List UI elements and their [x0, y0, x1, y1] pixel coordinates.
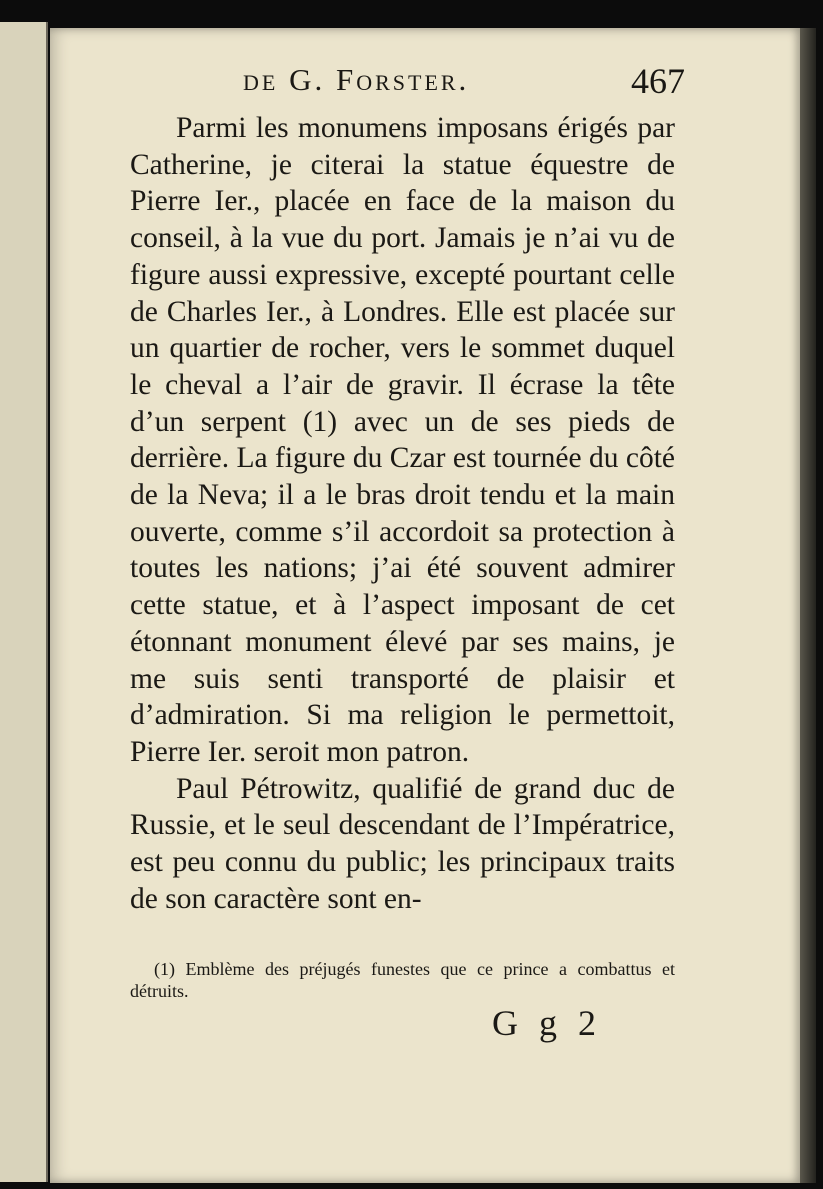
page-header	[88, 50, 688, 104]
page-edge-shadow	[800, 28, 816, 1183]
signature-mark: G g 2	[492, 1003, 602, 1043]
page-number: 467	[631, 61, 685, 101]
paragraph-1: Parmi les monumens imposans érigés par Catherine, je citerai la statue équestre de Pierre Ier., placée en face de la maison du conseil, à la vue du port. Jamais je n’ai vu de figure aussi expressive, excepté pourtant celle de Charles Ier., à Londres. Elle est placée sur un quartier de rocher, vers le sommet duquel le cheval a l’air de gravir. Il écrase la tête d’un serpent (1) avec un de ses pieds de derrière. La figure du Czar est tournée du côté de la Neva; il a le bras droit tendu et la main ouverte, comme s’il accordoit sa protection à toutes les nations; j’ai été souvent admirer cette statue, et à l’aspect imposant de cet étonnant monument élevé par ses mains, je me suis senti transporté de plaisir et d’admiration. Si ma religion le permettoit, Pierre Ier. seroit mon patron.	[130, 112, 675, 768]
paragraph-2: Paul Pétrowitz, qualifié de grand duc de Russie, et le seul descendant de l’Impératrice, est peu connu du public; les principaux traits de son caractère sont en-	[130, 772, 675, 915]
footnote: (1) Emblème des préjugés funestes que ce prince a combattus et détruits.	[130, 959, 675, 1001]
running-title: de G. Forster.	[243, 62, 470, 97]
facing-page-edge	[0, 22, 48, 1182]
body-text	[130, 110, 675, 917]
